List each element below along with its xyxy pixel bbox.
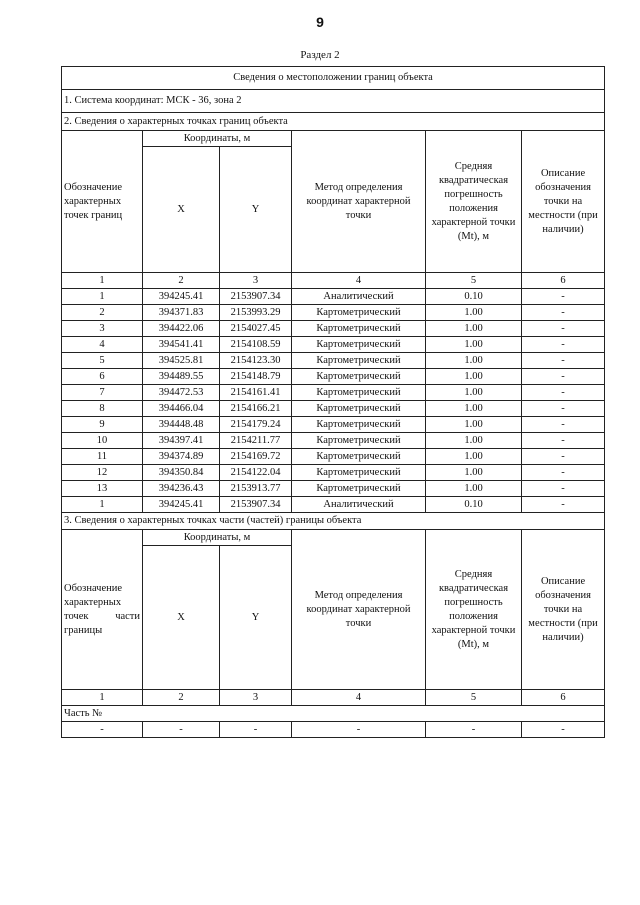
table-row: [62, 369, 605, 385]
col-designation: 11: [62, 449, 143, 465]
col-designation: 13: [62, 481, 143, 497]
section-label: Раздел 2: [300, 49, 340, 61]
col-method: Картометрический: [292, 321, 426, 337]
col-y: 2154123.30: [220, 353, 292, 369]
col-description: -: [522, 385, 605, 401]
section-2-title: 2. Сведения о характерных точках границ объекта: [62, 113, 605, 131]
column-number: 5: [426, 273, 522, 289]
col-method: Аналитический: [292, 497, 426, 513]
col-designation: 7: [62, 385, 143, 401]
col-y: 2154148.79: [220, 369, 292, 385]
table-row: [62, 465, 605, 481]
column-number: 6: [522, 273, 605, 289]
col-designation: 6: [62, 369, 143, 385]
col-designation: 9: [62, 417, 143, 433]
col-error: 1.00: [426, 305, 522, 321]
col-error: 1.00: [426, 401, 522, 417]
col-x: -: [143, 722, 220, 738]
column-number: 3: [220, 690, 292, 706]
col-designation: 1: [62, 497, 143, 513]
col-description: -: [522, 449, 605, 465]
column-number-row: [62, 690, 605, 706]
col-description: -: [522, 417, 605, 433]
col-error: 0.10: [426, 289, 522, 305]
column-number: 5: [426, 690, 522, 706]
col-y: 2154166.21: [220, 401, 292, 417]
col-error: 0.10: [426, 497, 522, 513]
col-designation: -: [62, 722, 143, 738]
col-y: 2154108.59: [220, 337, 292, 353]
col-description: -: [522, 353, 605, 369]
col-y: 2154179.24: [220, 417, 292, 433]
col-description: -: [522, 497, 605, 513]
column-number: 4: [292, 273, 426, 289]
col-y: 2154211.77: [220, 433, 292, 449]
col-x: 394350.84: [143, 465, 220, 481]
table-row: [62, 289, 605, 305]
col-y: 2154169.72: [220, 449, 292, 465]
col-description: -: [522, 337, 605, 353]
table-row: [62, 722, 605, 738]
col-error: -: [426, 722, 522, 738]
table-row: [62, 497, 605, 513]
table-row: [62, 321, 605, 337]
col-designation: 5: [62, 353, 143, 369]
col-y: 2154161.41: [220, 385, 292, 401]
col-description: -: [522, 481, 605, 497]
col-description: -: [522, 433, 605, 449]
table-row: [62, 481, 605, 497]
col-description: -: [522, 465, 605, 481]
col-error: 1.00: [426, 385, 522, 401]
col-description: -: [522, 289, 605, 305]
col-x: 394541.41: [143, 337, 220, 353]
col-method: Картометрический: [292, 385, 426, 401]
col-description: -: [522, 401, 605, 417]
col-method: Картометрический: [292, 417, 426, 433]
table-row: [62, 401, 605, 417]
header-method-part: Метод определения координат характерной точки: [292, 530, 426, 690]
col-error: 1.00: [426, 369, 522, 385]
coordinate-system: 1. Система координат: МСК - 36, зона 2: [62, 90, 605, 113]
col-method: Картометрический: [292, 401, 426, 417]
column-number: 1: [62, 273, 143, 289]
col-error: 1.00: [426, 321, 522, 337]
col-designation: 2: [62, 305, 143, 321]
col-x: 394525.81: [143, 353, 220, 369]
col-y: 2154122.04: [220, 465, 292, 481]
page-number: 9: [316, 14, 324, 30]
col-method: Картометрический: [292, 465, 426, 481]
col-y: -: [220, 722, 292, 738]
col-method: Картометрический: [292, 353, 426, 369]
col-x: 394245.41: [143, 289, 220, 305]
header-error: Средняя квадратическая погрешность положения характерной точки (Mt), м: [426, 131, 522, 273]
header-designation: Обозначение характерных точек границ: [62, 131, 143, 273]
col-description: -: [522, 321, 605, 337]
col-x: 394245.41: [143, 497, 220, 513]
table-title: Сведения о местоположении границ объекта: [62, 67, 605, 90]
column-number-row: [62, 273, 605, 289]
col-error: 1.00: [426, 417, 522, 433]
col-x: 394371.83: [143, 305, 220, 321]
header-description-part: Описание обозначения точки на местности (при наличии): [522, 530, 605, 690]
col-description: -: [522, 305, 605, 321]
section-3-title: 3. Сведения о характерных точках части (частей) границы объекта: [62, 513, 605, 530]
col-designation: 3: [62, 321, 143, 337]
column-number: 2: [143, 690, 220, 706]
col-x: 394466.04: [143, 401, 220, 417]
col-method: Аналитический: [292, 289, 426, 305]
col-y: 2153907.34: [220, 289, 292, 305]
col-designation: 12: [62, 465, 143, 481]
col-designation: 8: [62, 401, 143, 417]
table-row: [62, 337, 605, 353]
col-method: Картометрический: [292, 369, 426, 385]
col-y: 2153993.29: [220, 305, 292, 321]
table-row: [62, 417, 605, 433]
col-x: 394374.89: [143, 449, 220, 465]
header-method: Метод определения координат характерной точки: [292, 131, 426, 273]
header-designation-part: Обозначение характерных точек части границы: [62, 530, 143, 690]
col-error: 1.00: [426, 433, 522, 449]
header-x: X: [143, 147, 220, 273]
column-number: 3: [220, 273, 292, 289]
table-row: [62, 449, 605, 465]
col-method: Картометрический: [292, 433, 426, 449]
header-coordinates-part: Координаты, м: [143, 530, 292, 546]
col-description: -: [522, 369, 605, 385]
col-x: 394236.43: [143, 481, 220, 497]
col-description: -: [522, 722, 605, 738]
header-x-part: X: [143, 546, 220, 690]
col-method: Картометрический: [292, 449, 426, 465]
column-number: 2: [143, 273, 220, 289]
boundary-table: [61, 66, 605, 738]
column-number: 6: [522, 690, 605, 706]
header-y: Y: [220, 147, 292, 273]
col-error: 1.00: [426, 353, 522, 369]
header-coordinates: Координаты, м: [143, 131, 292, 147]
header-description: Описание обозначения точки на местности (при наличии): [522, 131, 605, 273]
col-method: Картометрический: [292, 337, 426, 353]
header-error-part: Средняя квадратическая погрешность положения характерной точки (Mt), м: [426, 530, 522, 690]
header-y-part: Y: [220, 546, 292, 690]
col-designation: 10: [62, 433, 143, 449]
col-x: 394397.41: [143, 433, 220, 449]
col-x: 394422.06: [143, 321, 220, 337]
col-error: 1.00: [426, 481, 522, 497]
col-error: 1.00: [426, 337, 522, 353]
col-error: 1.00: [426, 465, 522, 481]
col-method: Картометрический: [292, 305, 426, 321]
column-number: 1: [62, 690, 143, 706]
col-x: 394448.48: [143, 417, 220, 433]
col-y: 2153907.34: [220, 497, 292, 513]
col-designation: 1: [62, 289, 143, 305]
part-number-label: Часть №: [62, 706, 605, 722]
table-row: [62, 353, 605, 369]
table-row: [62, 305, 605, 321]
col-x: 394489.55: [143, 369, 220, 385]
col-method: -: [292, 722, 426, 738]
table-row: [62, 433, 605, 449]
col-designation: 4: [62, 337, 143, 353]
col-method: Картометрический: [292, 481, 426, 497]
table-row: [62, 385, 605, 401]
col-error: 1.00: [426, 449, 522, 465]
col-y: 2154027.45: [220, 321, 292, 337]
col-y: 2153913.77: [220, 481, 292, 497]
column-number: 4: [292, 690, 426, 706]
col-x: 394472.53: [143, 385, 220, 401]
